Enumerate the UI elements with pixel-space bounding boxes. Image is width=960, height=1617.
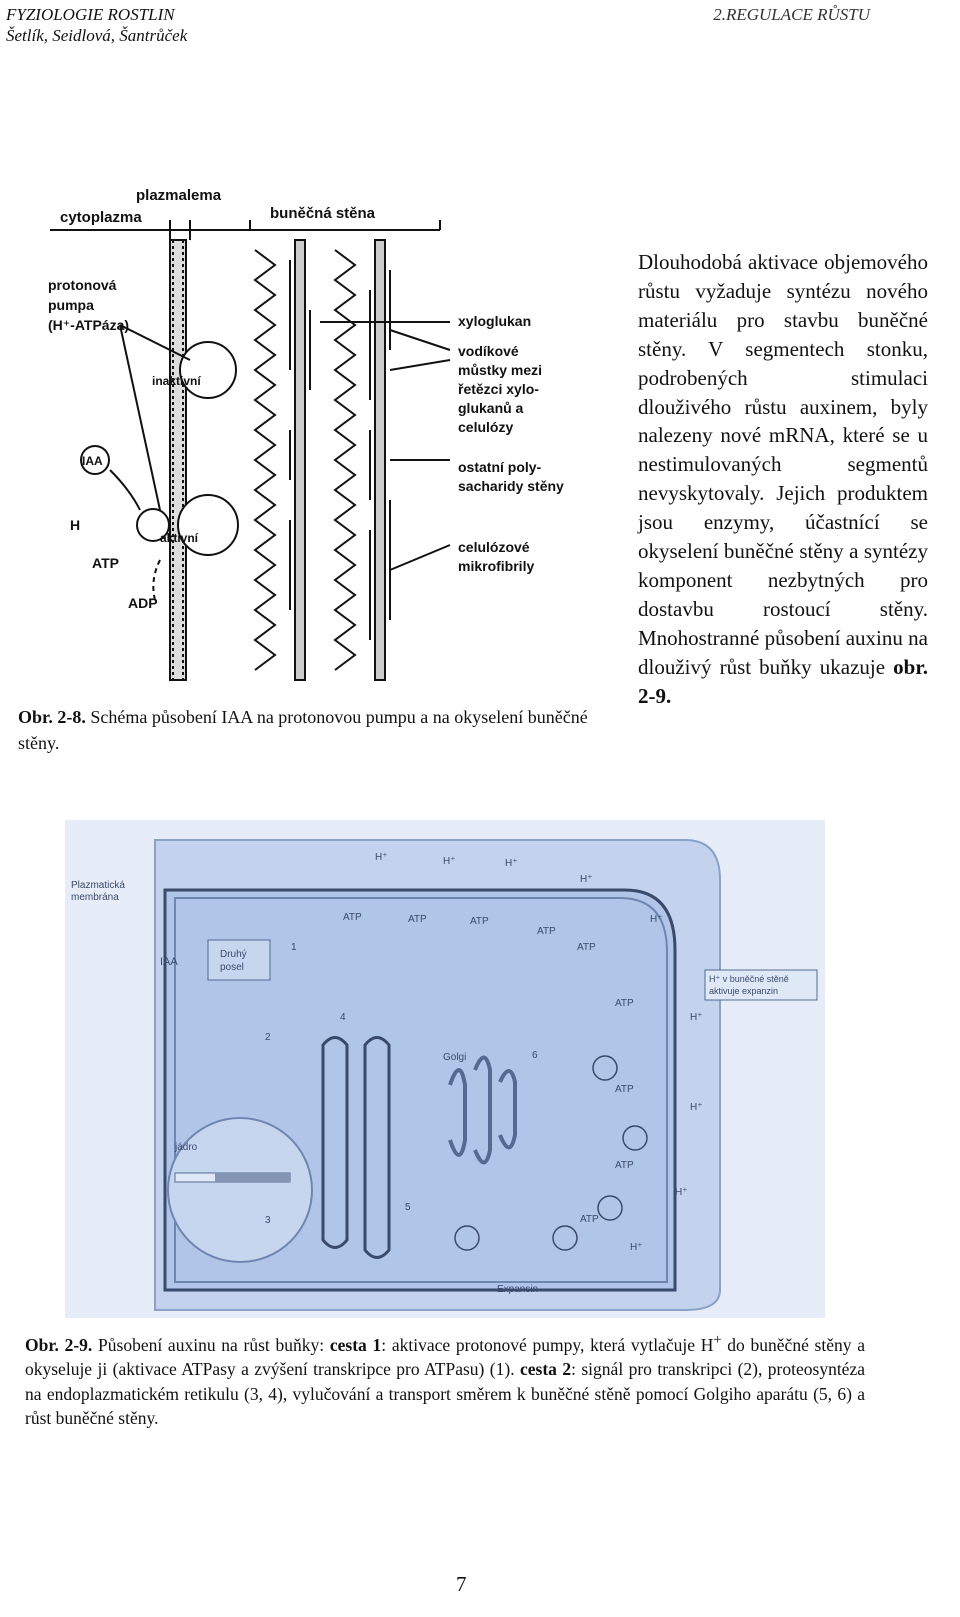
caption2-t2: : aktivace protonové pumpy, která vytlačuje H [381, 1334, 714, 1355]
label-vodik-1: vodíkové [458, 343, 519, 359]
fig2-hplus: H⁺ [580, 874, 593, 885]
fig2-atp: ATP [580, 1214, 599, 1225]
fig2-atp: ATP [577, 942, 596, 953]
label-atpaza: (H⁺-ATPáza) [48, 317, 130, 333]
fig2-hplus: H⁺ [443, 856, 456, 867]
figure-2-8-diagram [40, 180, 600, 700]
fig2-num-5: 5 [405, 1202, 411, 1213]
caption2-t3: do buněčné stěny a okyseluje ji (aktivace ATPasy a zvýšení transkripce pro ATPasu) (1). [25, 1334, 865, 1380]
fig2-label-membrana-1: Plazmatická [71, 880, 125, 891]
fig2-atp: ATP [343, 912, 362, 923]
label-inaktivni: inaktivní [152, 374, 201, 388]
fig2-note-1: H⁺ v buněčné stěně [709, 974, 789, 984]
fig2-atp: ATP [615, 1160, 634, 1171]
figure-2-8-caption [18, 704, 608, 756]
caption2-cesta1: cesta 1 [329, 1334, 382, 1355]
label-protonova: protonová [48, 277, 117, 293]
label-celulozove-1: celulózové [458, 539, 530, 555]
side-ref: obr. 2-9. [638, 654, 928, 708]
label-vodik-2: můstky mezi [458, 362, 543, 378]
fig2-hplus: H⁺ [650, 914, 663, 925]
label-pumpa: pumpa [48, 297, 94, 313]
label-vodik-4: glukanů a [458, 400, 524, 416]
fig2-label-golgi: Golgi [443, 1052, 467, 1063]
caption2-t4: : signál pro transkripci (2), proteosyntéza na endoplazmatickém retikulu (3, 4), vylučování a transport směrem k buněčné stěně pomocí Golgiho aparátu (5, 6) a růst buněčné stěny. [25, 1359, 865, 1429]
caption2-sup: + [713, 1332, 722, 1348]
fig2-label-expansin: Expansin [497, 1284, 539, 1295]
fig2-hplus: H⁺ [630, 1242, 643, 1253]
caption2-t1: Působení auxinu na růst buňky: [92, 1334, 330, 1355]
fig2-label-druhy-1: Druhý [220, 949, 247, 960]
fig2-num-4: 4 [340, 1012, 346, 1023]
fig2-label-membrana-2: membrána [71, 892, 119, 903]
label-adp: ADP [128, 595, 158, 611]
fig2-atp: ATP [537, 926, 556, 937]
book-title: FYZIOLOGIE ROSTLIN [6, 5, 175, 24]
fig2-hplus: H⁺ [675, 1187, 688, 1198]
caption-ref: Obr. 2-8. [18, 707, 86, 727]
caption2-ref: Obr. 2-9. [25, 1334, 93, 1355]
label-ostatni-1: ostatní poly- [458, 459, 542, 475]
chapter-title: 2.REGULACE RŮSTU [713, 5, 870, 24]
fig2-label-druhy-2: posel [220, 962, 244, 973]
fig2-label-iaa: IAA [160, 956, 178, 968]
label-iaa: IAA [82, 454, 103, 468]
label-vodik-5: celulózy [458, 419, 514, 435]
caption2-cesta2: cesta 2 [520, 1359, 572, 1380]
label-aktivni: aktivní [160, 531, 199, 545]
caption-text: Schéma působení IAA na protonovou pumpu a na okyselení buněčné stěny. [18, 707, 588, 753]
fig2-label-jadro: jádro [175, 1142, 198, 1153]
side-paragraph [638, 248, 928, 711]
fig2-hplus: H⁺ [505, 858, 518, 869]
fig2-num-3: 3 [265, 1215, 271, 1226]
authors: Šetlík, Seidlová, Šantrůček [6, 26, 188, 45]
fig2-num-1: 1 [291, 942, 297, 953]
figure-2-9-diagram [65, 820, 825, 1318]
label-ostatni-2: sacharidy stěny [458, 478, 564, 494]
fig2-hplus: H⁺ [690, 1012, 703, 1023]
page-number: 7 [456, 1572, 467, 1596]
running-header-left [6, 4, 187, 46]
fig2-atp: ATP [615, 998, 634, 1009]
label-atp: ATP [92, 555, 119, 571]
side-body: Dlouhodobá aktivace objemového růstu vyžaduje syntézu nového materiálu pro stavbu buněčné stěny. V segmentech stonku, podrobených stimulaci dlouživého růstu auxinem, byly nalezeny nové mRNA, které se u nestimulovaných segmentů nevyskytovaly. Jejich produktem jsou enzymy, účastnící se okyselení buněčné stěny a syntézy komponent nezbytných pro dostavbu rostoucí stěny. Mnohostranné působení auxinu na dlouživý růst buňky ukazuje [638, 250, 928, 679]
figure-2-9-caption [25, 1328, 865, 1431]
fig2-atp: ATP [615, 1084, 634, 1095]
fig2-num-6: 6 [532, 1050, 538, 1061]
fig2-atp: ATP [470, 916, 489, 927]
fig2-num-2: 2 [265, 1032, 271, 1043]
fig2-note-2: aktivuje expanzin [709, 986, 779, 996]
fig2-hplus: H⁺ [375, 852, 388, 863]
fig2-atp: ATP [408, 914, 427, 925]
label-h: H [70, 517, 81, 533]
label-bunecna-stena: buněčná stěna [270, 205, 376, 222]
label-plazmalema: plazmalema [136, 187, 222, 204]
label-cytoplazma: cytoplazma [60, 209, 142, 226]
label-xyloglukan: xyloglukan [458, 313, 532, 329]
label-celulozove-2: mikrofibrily [458, 558, 535, 574]
fig2-hplus: H⁺ [690, 1102, 703, 1113]
label-vodik-3: řetězci xylo- [458, 381, 539, 397]
